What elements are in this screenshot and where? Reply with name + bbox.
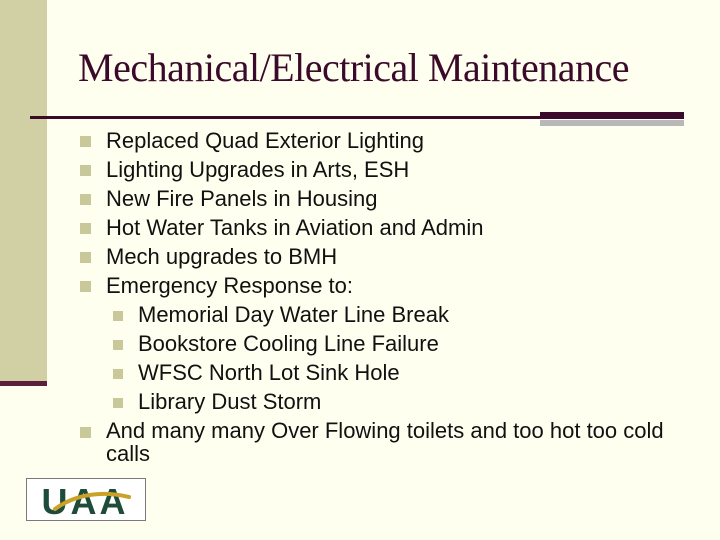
list-item-text: Replaced Quad Exterior Lighting [106, 128, 424, 153]
list-item-text: Hot Water Tanks in Aviation and Admin [106, 215, 484, 240]
list-item [80, 184, 700, 213]
square-bullet-icon [80, 427, 91, 438]
bullet-list [80, 126, 700, 465]
square-bullet-icon [80, 194, 91, 205]
list-item [80, 213, 700, 242]
sub-list-item-text: Memorial Day Water Line Break [138, 302, 449, 327]
left-bar-accent-line [0, 381, 47, 386]
sub-list-item [80, 387, 700, 416]
sub-list-item-text: Bookstore Cooling Line Failure [138, 331, 439, 356]
list-item-text: Mech upgrades to BMH [106, 244, 338, 269]
list-item-text: Lighting Upgrades in Arts, ESH [106, 157, 410, 182]
uaa-logo [26, 478, 146, 521]
square-bullet-icon [80, 165, 91, 176]
sub-list-item-text: Library Dust Storm [138, 389, 322, 414]
sub-list-item [80, 300, 700, 329]
square-bullet-icon [80, 136, 91, 147]
list-item [80, 416, 700, 465]
list-item [80, 242, 700, 271]
list-item-text: And many many Over Flowing toilets and too hot too cold calls [106, 418, 664, 466]
sub-list-item [80, 358, 700, 387]
sub-list-item [80, 329, 700, 358]
square-bullet-icon [80, 252, 91, 263]
list-item-text: New Fire Panels in Housing [106, 186, 378, 211]
list-item-text: Emergency Response to: [106, 273, 354, 298]
sub-list-item-text: WFSC North Lot Sink Hole [138, 360, 400, 385]
logo-text: UAA [41, 481, 129, 520]
square-bullet-icon [113, 311, 123, 321]
square-bullet-icon [80, 223, 91, 234]
title-underline-accent [540, 112, 684, 117]
list-item [80, 155, 700, 184]
left-accent-bar [0, 0, 47, 383]
square-bullet-icon [113, 369, 123, 379]
square-bullet-icon [113, 340, 123, 350]
square-bullet-icon [80, 281, 91, 292]
uaa-logo-icon [27, 479, 145, 520]
slide-title: Mechanical/Electrical Maintenance [78, 45, 629, 90]
list-item [80, 271, 700, 300]
list-item [80, 126, 700, 155]
square-bullet-icon [113, 398, 123, 408]
